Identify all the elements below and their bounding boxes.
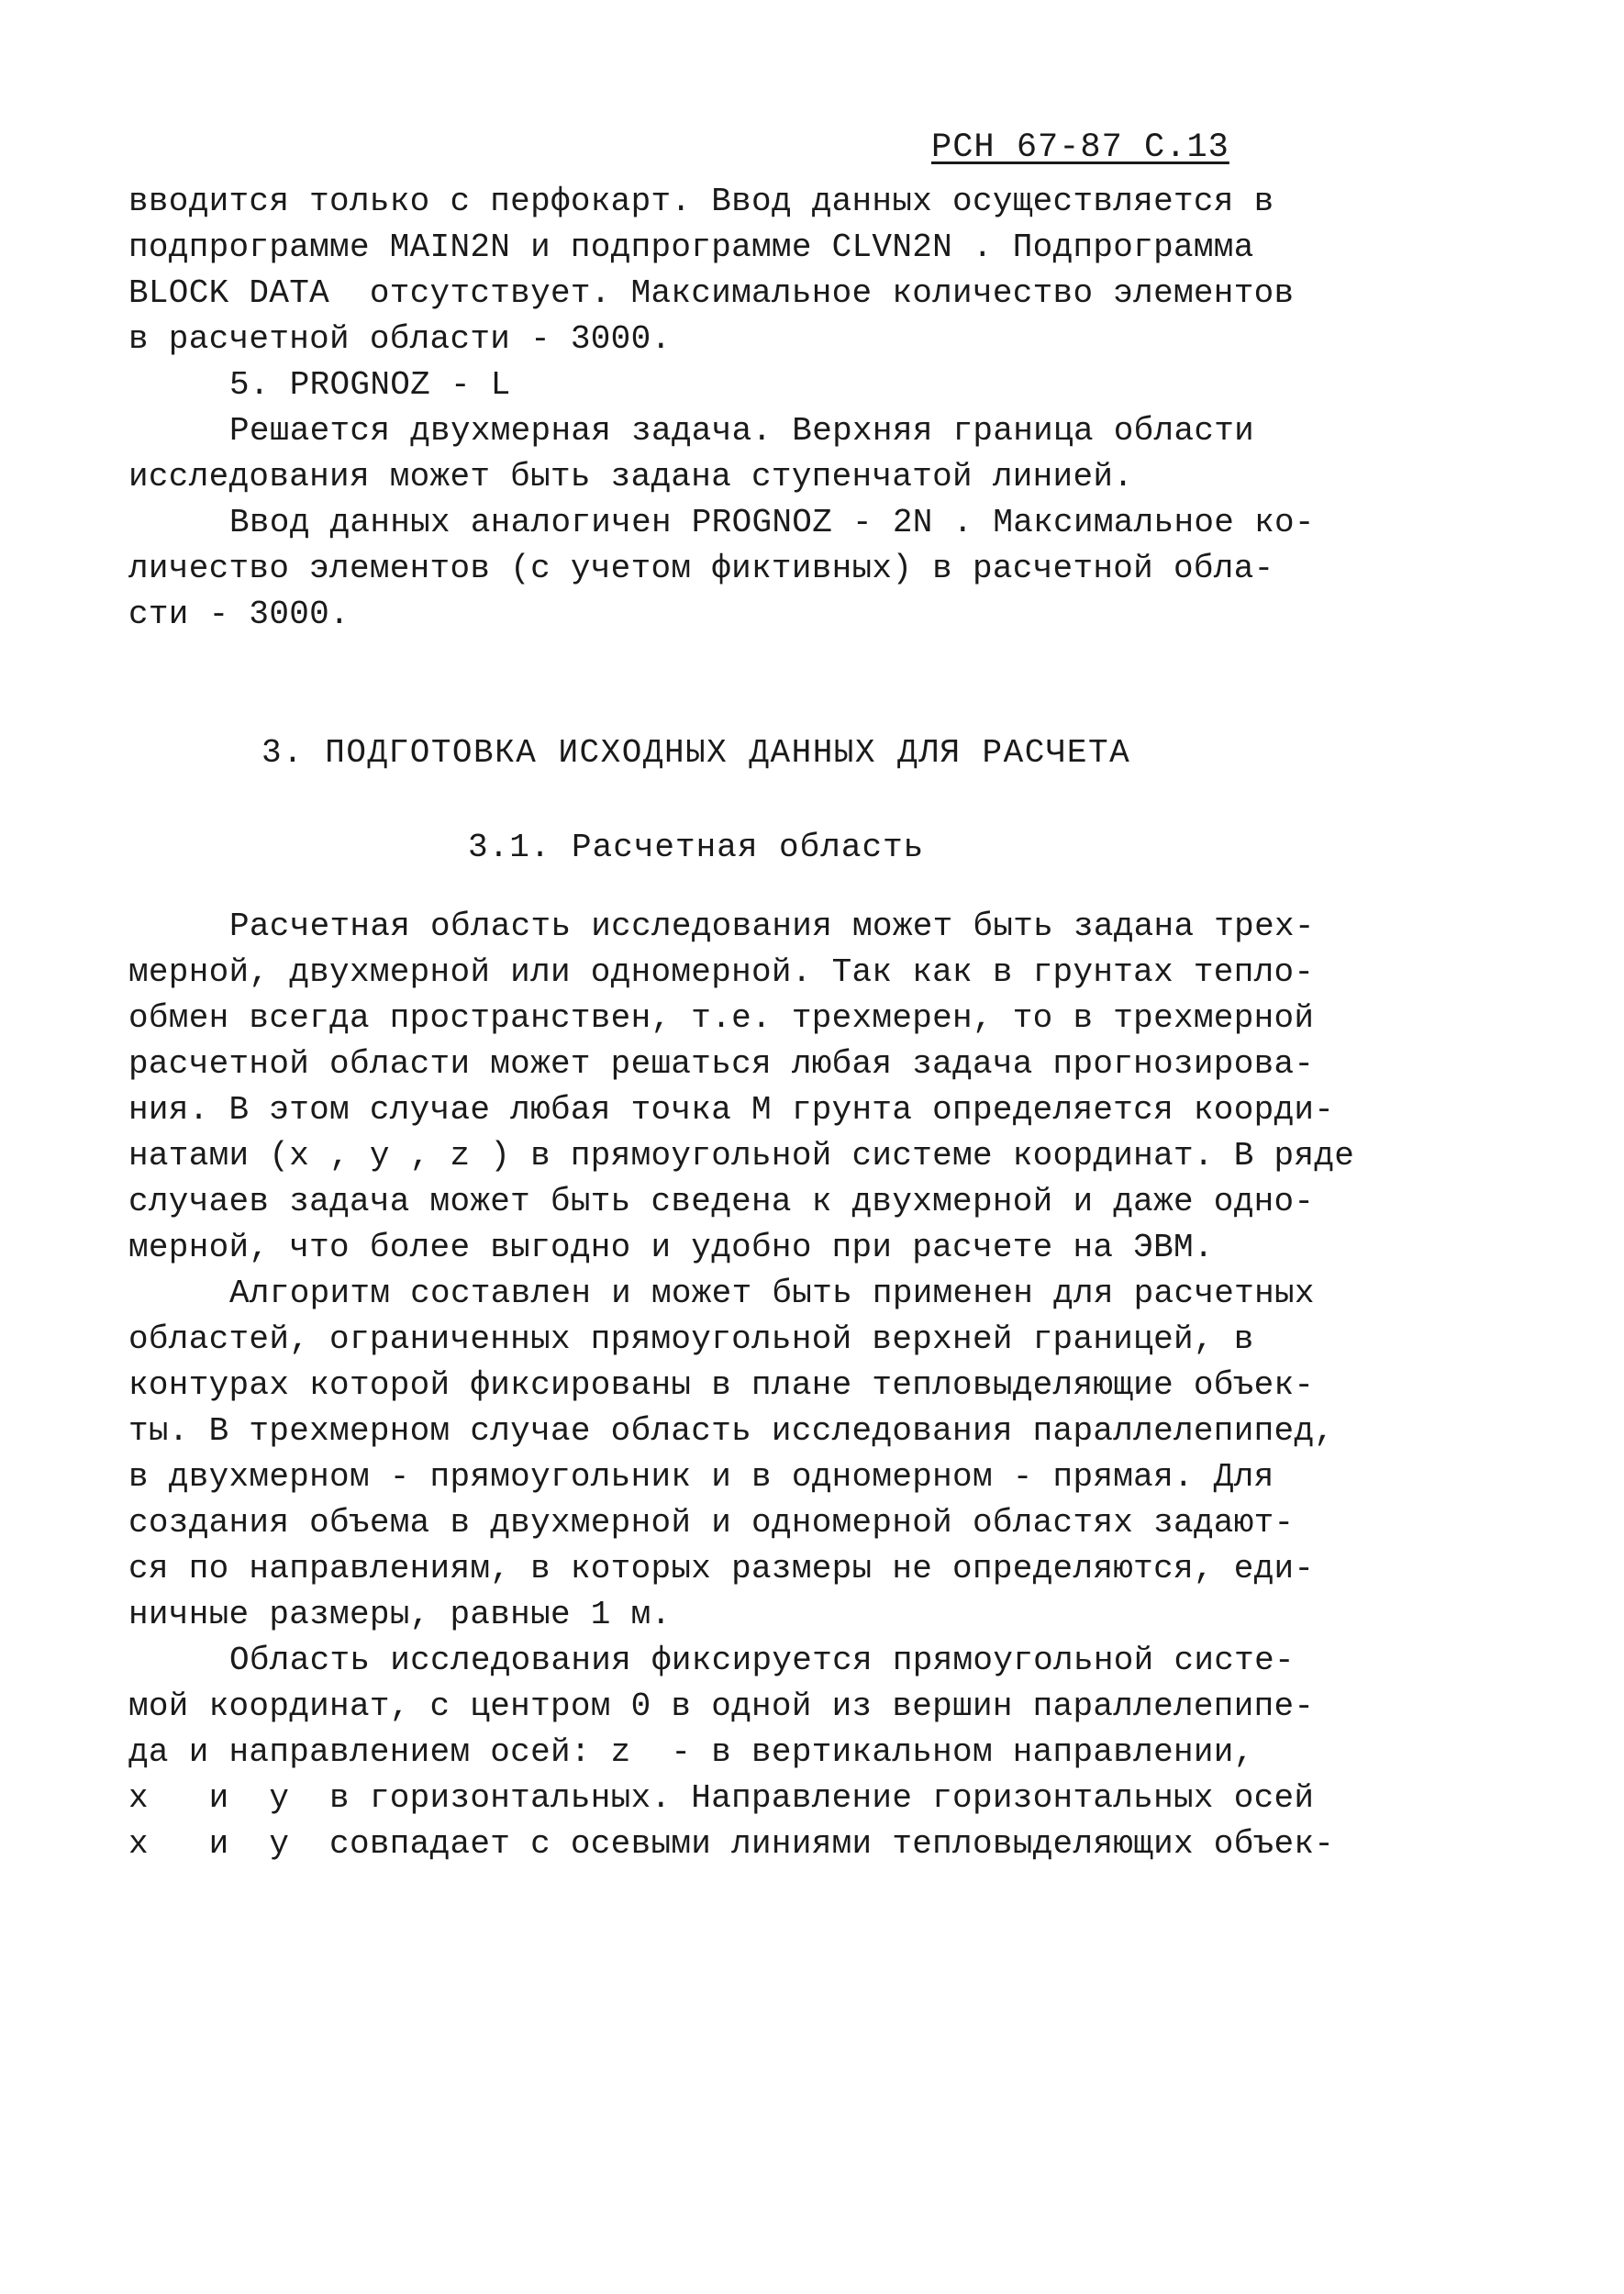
body-line-20: x и y в горизонтальных. Направление горизонтальных осей: [128, 1779, 1315, 1817]
body-line-8: мерной, что более выгодно и удобно при расчете на ЭВМ.: [128, 1229, 1214, 1266]
body-line-7: случаев задача может быть сведена к двухмерной и даже одно-: [128, 1183, 1315, 1220]
document-reference-header: РСН 67-87 С.13: [931, 128, 1229, 167]
intro-item-heading: 5. PROGNOZ - L: [229, 366, 511, 404]
intro-line-1: вводится только с перфокарт. Ввод данных осуществляется в: [128, 183, 1274, 220]
body-line-11: контурах которой фиксированы в плане тепловыделяющие объек-: [128, 1366, 1315, 1404]
intro-line-4: в расчетной области - 3000.: [128, 320, 672, 358]
subsection-title: 3.1. Расчетная область: [468, 829, 925, 866]
body-line-12: ты. В трехмерном случае область исследования параллелепипед,: [128, 1412, 1335, 1450]
intro-line-6: Решается двухмерная задача. Верхняя граница области: [229, 412, 1255, 450]
body-line-4: расчетной области может решаться любая задача прогнозирова-: [128, 1045, 1315, 1083]
body-line-5: ния. В этом случае любая точка M грунта определяется коорди-: [128, 1091, 1335, 1129]
intro-line-10: сти - 3000.: [128, 596, 350, 633]
body-line-18: мой координат, с центром 0 в одной из вершин параллелепипе-: [128, 1687, 1315, 1725]
intro-text-block: [128, 179, 1315, 638]
body-line-2: мерной, двухмерной или одномерной. Так как в грунтах тепло-: [128, 953, 1315, 991]
body-line-1: Расчетная область исследования может быть задана трех-: [229, 908, 1315, 945]
body-line-14: создания объема в двухмерной и одномерной областях задают-: [128, 1504, 1295, 1542]
intro-line-3: BLOCK DATA отсутствует. Максимальное количество элементов: [128, 274, 1295, 312]
body-line-3: обмен всегда пространствен, т.е. трехмерен, то в трехмерной: [128, 999, 1315, 1037]
body-line-17: Область исследования фиксируется прямоугольной систе-: [229, 1642, 1295, 1679]
intro-line-9: личество элементов (с учетом фиктивных) в расчетной обла-: [128, 550, 1274, 587]
intro-line-2: подпрограмме MAIN2N и подпрограмме CLVN2N . Подпрограмма: [128, 228, 1254, 266]
intro-line-7: исследования может быть задана ступенчатой линией.: [128, 458, 1134, 496]
intro-line-8: Ввод данных аналогичен PROGNOZ - 2N . Максимальное ко-: [229, 504, 1315, 541]
body-line-15: ся по направлениям, в которых размеры не определяются, еди-: [128, 1550, 1315, 1587]
body-line-16: ничные размеры, равные 1 м.: [128, 1596, 672, 1633]
body-line-19: да и направлением осей: z - в вертикальном направлении,: [128, 1733, 1254, 1771]
body-line-9: Алгоритм составлен и может быть применен для расчетных: [229, 1275, 1315, 1312]
body-line-13: в двухмерном - прямоугольник и в одномерном - прямая. Для: [128, 1458, 1274, 1496]
body-line-6: натами (x , y , z ) в прямоугольной системе координат. В ряде: [128, 1137, 1355, 1175]
section-title: 3. ПОДГОТОВКА ИСХОДНЫХ ДАННЫХ ДЛЯ РАСЧЕТА: [261, 734, 1131, 772]
body-text-block: [128, 904, 1355, 1867]
body-line-21: x и y совпадает с осевыми линиями тепловыделяющих объек-: [128, 1825, 1335, 1863]
body-line-10: областей, ограниченных прямоугольной верхней границей, в: [128, 1320, 1254, 1358]
